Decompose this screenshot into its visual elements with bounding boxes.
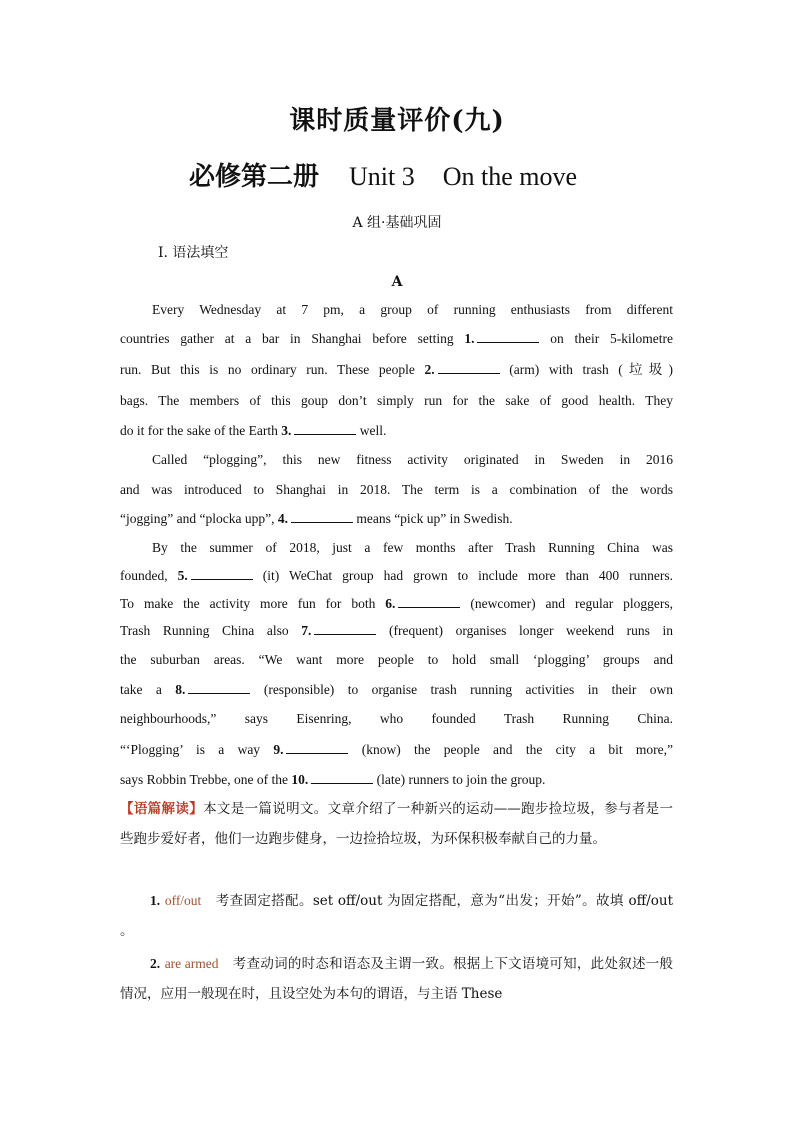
analysis-label: 【语篇解读】 <box>120 801 204 817</box>
blank-number: 5. <box>177 568 188 583</box>
answer-explanation <box>120 886 673 946</box>
passage-line <box>152 533 673 563</box>
passage-analysis <box>120 794 673 854</box>
explanation-text: 考查固定搭配。set off/out 为固定搭配，意为“出发；开始”。故填 off/out 。 <box>120 893 673 939</box>
blank-number: 10. <box>291 772 309 787</box>
answer-blank[interactable] <box>438 359 500 374</box>
passage-line <box>120 675 673 705</box>
unit-topic: On the move <box>442 162 578 191</box>
line-text: (know) the people and the city a bit more,” <box>361 742 674 757</box>
passage-line <box>120 589 673 619</box>
answer-blank[interactable] <box>286 739 348 754</box>
line-text: means “pick up” in Swedish. <box>356 511 513 526</box>
line-text: bags. The members of this goup don’t simply run for the sake of good health. They <box>120 393 673 408</box>
passage-line <box>120 735 673 765</box>
line-text: Every Wednesday at 7 pm, a group of running enthusiasts from different <box>152 302 673 317</box>
blank-number: 3. <box>281 423 292 438</box>
answer-key: are armed <box>164 956 219 971</box>
blank-number: 9. <box>273 742 284 757</box>
answer-blank[interactable] <box>311 769 373 784</box>
passage-line <box>120 616 673 646</box>
passage-line <box>120 504 673 534</box>
passage-line <box>120 645 673 675</box>
blank-number: 4. <box>277 511 288 526</box>
passage-line <box>120 324 673 354</box>
line-text: do it for the sake of the Earth <box>120 423 278 438</box>
passage-line <box>120 765 673 795</box>
line-text: run. But this is no ordinary run. These people <box>120 362 415 377</box>
answer-number: 1. <box>150 893 161 908</box>
passage-line <box>120 561 673 591</box>
answer-blank[interactable] <box>188 679 250 694</box>
answer-blank[interactable] <box>477 328 539 343</box>
line-text: the suburban areas. “We want more people to hold small ‘plogging’ groups and <box>120 652 673 667</box>
blank-number: 8. <box>175 682 186 697</box>
answer-explanation <box>120 949 673 1009</box>
page-title: 课时质量评价(九) <box>289 106 505 136</box>
line-text: Trash Running China also <box>120 623 289 638</box>
answer-blank[interactable] <box>191 565 253 580</box>
line-text: Called “plogging”, this new fitness activity originated in Sweden in 2016 <box>152 452 673 467</box>
answer-key: off/out <box>164 893 202 908</box>
line-text: (responsible) to organise trash running activities in their own <box>263 682 673 697</box>
line-text: (late) runners to join the group. <box>376 772 546 787</box>
unit-heading <box>0 156 794 193</box>
explanation-text: 考查动词的时态和语态及主谓一致。根据上下文语境可知，此处叙述一般情况，应用一般现在时，且设空处为本句的谓语，与主语 These <box>120 956 674 1002</box>
line-text: (frequent) organises longer weekend runs in <box>389 623 674 638</box>
answer-blank[interactable] <box>294 420 356 435</box>
line-text: countries gather at a bar in Shanghai before setting <box>120 331 454 346</box>
answer-number: 2. <box>150 956 161 971</box>
analysis-text: 本文是一篇说明文。文章介绍了一种新兴的运动——跑步捡垃圾，参与者是一些跑步爱好者，他们一边跑步健身，一边捡拾垃圾，为环保积极奉献自己的力量。 <box>120 801 674 847</box>
line-text: (newcomer) and regular ploggers, <box>470 596 674 611</box>
section-heading: Ⅰ. 语法填空 <box>158 245 229 261</box>
group-label: A 组·基础巩固 <box>352 215 442 231</box>
blank-number: 1. <box>464 331 475 346</box>
line-text: To make the activity more fun for both <box>120 596 376 611</box>
line-text: “jogging” and “plocka upp”, <box>120 511 275 526</box>
line-text: says Robbin Trebbe, one of the <box>120 772 288 787</box>
answer-blank[interactable] <box>398 593 460 608</box>
line-text: on their 5-kilometre <box>550 331 674 346</box>
passage-line <box>120 475 673 505</box>
line-text: well. <box>359 423 387 438</box>
line-text: take a <box>120 682 162 697</box>
line-text: (arm) with trash (垃圾) <box>509 362 674 377</box>
line-text: founded, <box>120 568 168 583</box>
passage-line <box>120 355 673 385</box>
answer-blank[interactable] <box>291 508 353 523</box>
passage-line <box>120 416 673 446</box>
answer-blank[interactable] <box>314 620 376 635</box>
passage-line <box>120 386 673 416</box>
passage-label: A <box>391 274 403 290</box>
passage-line <box>152 295 673 325</box>
line-text: (it) WeChat group had grown to include more than 400 runners. <box>262 568 674 583</box>
line-text: and was introduced to Shanghai in 2018. The term is a combination of the words <box>120 482 673 497</box>
line-text: “‘Plogging’ is a way <box>120 742 261 757</box>
blank-number: 6. <box>385 596 396 611</box>
unit-number: Unit 3 <box>348 162 415 191</box>
line-text: neighbourhoods,” says Eisenring, who founded Trash Running China. <box>120 711 673 726</box>
blank-number: 2. <box>424 362 435 377</box>
line-text: By the summer of 2018, just a few months after Trash Running China was <box>152 540 673 555</box>
passage-line <box>152 445 673 475</box>
passage-line <box>120 704 673 734</box>
book-name: 必修第二册 <box>188 162 319 192</box>
blank-number: 7. <box>301 623 312 638</box>
